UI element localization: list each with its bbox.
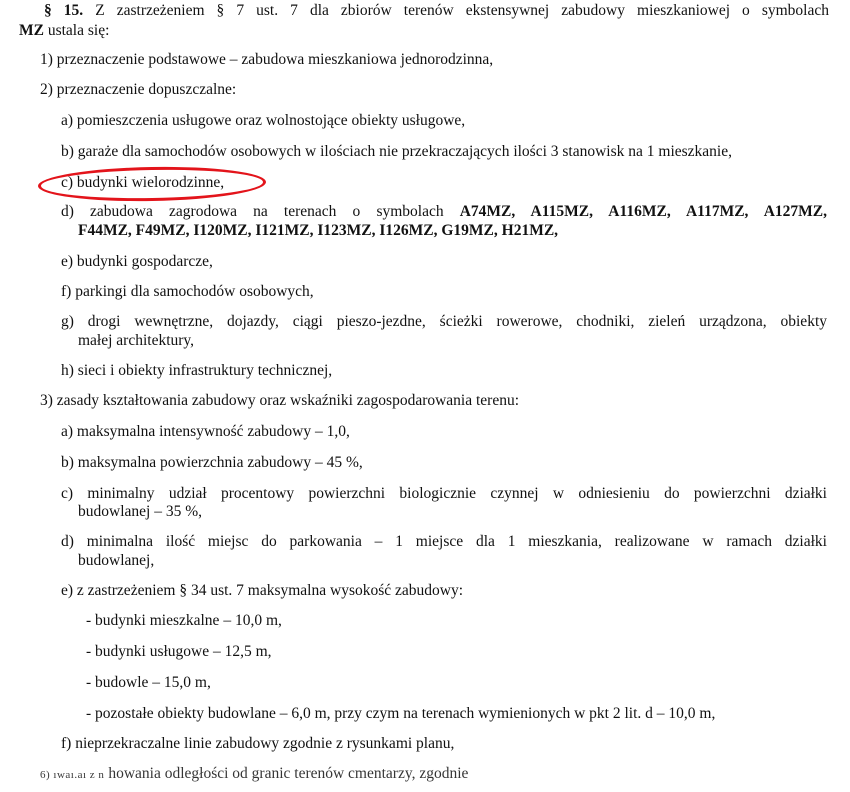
item-3e: e) z zastrzeżeniem § 34 ust. 7 maksymalna wysokość zabudowy: [61,582,464,599]
item-2b: b) garaże dla samochodów osobowych w ilościach nie przekraczających ilości 3 stanowisk na 1 mieszkanie, [61,143,732,160]
item-2f: f) parkingi dla samochodów osobowych, [61,283,314,300]
item-2: 2) przeznaczenie dopuszczalne: [40,81,237,98]
height-service: - budynki usługowe – 12,5 m, [86,643,272,660]
height-other: - pozostałe obiekty budowlane – 6,0 m, przy czym na terenach wymienionych w pkt 2 lit. d – 10,0 m, [86,705,716,722]
item-3a: a) maksymalna intensywność zabudowy – 1,0, [61,423,350,440]
height-residential: - budynki mieszkalne – 10,0 m, [86,612,282,629]
paragraph-intro: Z zastrzeżeniem § 7 ust. 7 dla zbiorów terenów ekstensywnej zabudowy mieszkaniowej o symbolach [95,2,830,19]
item-3b: b) maksymalna powierzchnia zabudowy – 45 %, [61,454,363,471]
item-2c: c) budynki wielorodzinne, [61,174,225,191]
item-2d-symbols: A74MZ, A115MZ, A116MZ, A117MZ, A127MZ, [459,203,827,220]
item-3c: c) minimalny udział procentowy powierzchni biologicznie czynnej w odniesieniu do powierzchni działki [61,485,827,502]
paragraph-number: § 15. [44,2,84,19]
highlight-ellipse [38,165,267,203]
paragraph-heading [44,2,829,20]
item-2d-cont [78,222,558,240]
item-2d [61,203,827,221]
item-2e: e) budynki gospodarcze, [61,253,213,270]
item-1: 1) przeznaczenie podstawowe – zabudowa mieszkaniowa jednorodzinna, [40,51,494,68]
item-2a: a) pomieszczenia usługowe oraz wolnostojące obiekty usługowe, [61,112,466,129]
symbol-mz: MZ [19,22,44,39]
item-3g-text: howania odległości od granic terenów cmentarzy, zgodnie [108,765,469,782]
item-3c-cont: budowlanej – 35 %, [78,503,202,520]
item-2g-cont: małej architektury, [78,332,195,349]
item-3d-cont: budowlanej, [78,552,155,569]
item-2d-prefix: d) zabudowa zagrodowa na terenach o symbolach [61,203,444,220]
item-2d-symbols-cont: F44MZ, F49MZ, I120MZ, I121MZ, I123MZ, I126MZ, G19MZ, H21MZ, [78,222,559,239]
item-3d: d) minimalna ilość miejsc do parkowania – 1 miejsce dla 1 mieszkania, realizowane w ramach działki [61,533,827,550]
paragraph-heading-cont [19,22,109,40]
item-3: 3) zasady kształtowania zabudowy oraz wskaźniki zagospodarowania terenu: [40,392,520,409]
height-structures: - budowle – 15,0 m, [86,674,211,691]
item-3g-partial [40,765,468,784]
paragraph-intro-end: ustala się: [47,22,110,39]
item-3f: f) nieprzekraczalne linie zabudowy zgodnie z rysunkami planu, [61,735,455,752]
item-2g: g) drogi wewnętrzne, dojazdy, ciągi pieszo-jezdne, ścieżki rowerowe, chodniki, zieleń urządzona, obiekty [61,313,827,330]
item-3g-garbled: 6) ıwaı.aı z n [40,769,105,781]
item-2h: h) sieci i obiekty infrastruktury technicznej, [61,362,333,379]
